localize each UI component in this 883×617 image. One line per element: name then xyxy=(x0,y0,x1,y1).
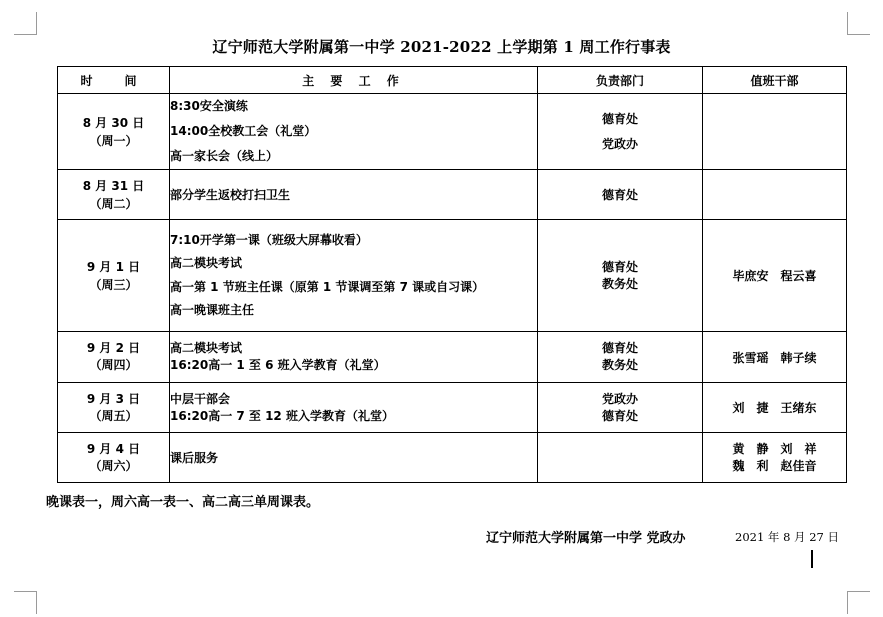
dept-name: 党政办 xyxy=(601,391,638,406)
date-text: 8 月 31 日 xyxy=(82,178,145,193)
duty-names: 毕庶安 程云喜 xyxy=(732,269,817,283)
work-cell xyxy=(170,170,538,220)
footer-organization: 辽宁师范大学附属第一中学 党政办 xyxy=(486,531,686,546)
crop-mark-top-right xyxy=(847,12,870,35)
date-text: 9 月 2 日 xyxy=(86,341,141,355)
duty-names: 魏 利 赵佳音 xyxy=(732,458,817,473)
table-row xyxy=(58,94,847,170)
table-row xyxy=(58,332,847,383)
dept-cell xyxy=(538,170,703,220)
time-cell xyxy=(58,332,170,383)
work-cell xyxy=(170,383,538,433)
work-item: 中层干部会 xyxy=(170,391,231,406)
dept-name: 教务处 xyxy=(601,358,638,372)
work-item: 高二模块考试 xyxy=(170,341,243,355)
document-title: 辽宁师范大学附属第一中学 2021-2022 上学期第 1 周工作行事表 xyxy=(212,38,671,56)
dept-name: 德育处 xyxy=(601,188,638,202)
dept-name: 德育处 xyxy=(601,259,638,274)
duty-cell xyxy=(703,94,847,170)
dept-name: 德育处 xyxy=(601,341,638,355)
work-item: 16:20高一 7 至 12 班入学教育（礼堂） xyxy=(170,408,394,423)
dept-cell xyxy=(538,383,703,433)
date-text: 9 月 3 日 xyxy=(86,391,141,406)
weekday-text: （周六） xyxy=(89,458,138,473)
time-cell xyxy=(58,383,170,433)
dept-name: 教务处 xyxy=(601,276,638,291)
work-item: 7:10开学第一课（班级大屏幕收看） xyxy=(170,232,368,247)
time-cell xyxy=(58,433,170,483)
work-cell xyxy=(170,220,538,332)
date-text: 8 月 30 日 xyxy=(82,115,145,130)
schedule-table xyxy=(57,66,847,483)
header-time: 时 间 xyxy=(58,67,170,94)
time-cell xyxy=(58,94,170,170)
schedule-note: 晚课表一，周六高一表一、高二高三单周课表。 xyxy=(46,495,320,510)
crop-mark-bottom-right xyxy=(847,591,870,614)
work-cell xyxy=(170,94,538,170)
dept-cell xyxy=(538,433,703,483)
footer-date: 2021 年 8 月 27 日 xyxy=(735,530,839,544)
work-cell xyxy=(170,433,538,483)
dept-name: 德育处 xyxy=(601,111,638,126)
duty-cell xyxy=(703,332,847,383)
table-row xyxy=(58,433,847,483)
table-row xyxy=(58,383,847,433)
work-item: 高二模块考试 xyxy=(170,256,243,270)
dept-name: 德育处 xyxy=(601,408,638,423)
duty-cell xyxy=(703,220,847,332)
duty-names: 刘 捷 王绪东 xyxy=(732,401,817,415)
crop-mark-top-left xyxy=(14,12,37,35)
header-dept: 负责部门 xyxy=(538,67,703,94)
dept-cell xyxy=(538,220,703,332)
table-row xyxy=(58,170,847,220)
weekday-text: （周一） xyxy=(89,133,138,148)
duty-cell xyxy=(703,170,847,220)
header-duty: 值班干部 xyxy=(703,67,847,94)
date-text: 9 月 4 日 xyxy=(86,441,141,456)
time-cell xyxy=(58,170,170,220)
table-header-row xyxy=(58,67,847,94)
dept-cell xyxy=(538,332,703,383)
work-item: 14:00全校教工会（礼堂） xyxy=(170,124,317,138)
duty-cell xyxy=(703,433,847,483)
weekday-text: （周五） xyxy=(89,408,138,423)
date-text: 9 月 1 日 xyxy=(86,259,141,274)
time-cell xyxy=(58,220,170,332)
weekday-text: （周四） xyxy=(89,358,138,372)
weekday-text: （周三） xyxy=(89,277,138,292)
duty-cell xyxy=(703,383,847,433)
work-item: 高一第 1 节班主任课（原第 1 节课调至第 7 课或自习课） xyxy=(170,279,485,294)
text-cursor xyxy=(811,550,813,568)
crop-mark-bottom-left xyxy=(14,591,37,614)
work-item: 16:20高一 1 至 6 班入学教育（礼堂） xyxy=(170,358,386,372)
work-item: 高一家长会（线上） xyxy=(170,149,279,163)
work-item: 部分学生返校打扫卫生 xyxy=(170,188,291,202)
table-row xyxy=(58,220,847,332)
duty-names: 黄 静 刘 祥 xyxy=(732,441,817,456)
weekday-text: （周二） xyxy=(89,196,138,211)
work-item: 高一晚课班主任 xyxy=(170,303,255,317)
dept-name: 党政办 xyxy=(601,136,638,151)
duty-names: 张雪瑶 韩子续 xyxy=(732,350,817,365)
work-item: 8:30安全演练 xyxy=(170,99,248,113)
work-cell xyxy=(170,332,538,383)
dept-cell xyxy=(538,94,703,170)
work-item: 课后服务 xyxy=(170,451,219,465)
header-work: 主 要 工 作 xyxy=(170,67,538,94)
